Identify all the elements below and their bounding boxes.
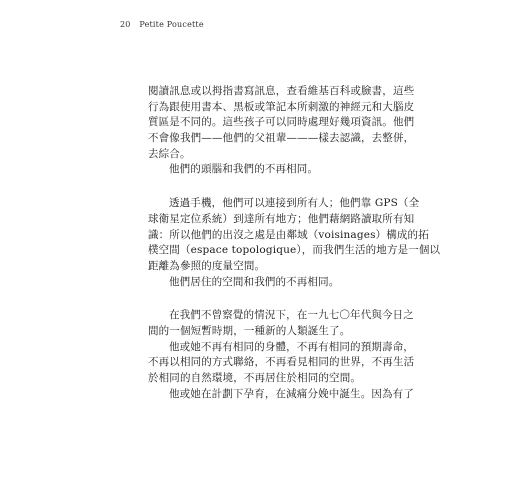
text-line: 閱讀訊息或以拇指書寫訊息，查看維基百科或臉書，這些 [148, 85, 415, 97]
text-line: 不會像我們——他們的父祖輩———樣去認識，去整併， [148, 132, 415, 145]
text-line: 透過手機，他們可以連接到所有人；他們靠 GPS（全 [169, 197, 420, 210]
text-line: 在我們不曾察覺的情況下，在一九七〇年代與今日之 [169, 309, 414, 322]
text-line: 識：所以他們的出沒之處是由鄰域（voisinages）構成的拓 [148, 228, 429, 241]
paragraph-break [148, 290, 383, 308]
text-line: 球衛星定位系統）到達所有地方；他們藉網路讀取所有知 [148, 212, 415, 225]
body-text [148, 84, 441, 402]
text-line: 他或她不再有相同的身體，不再有相同的預期壽命， [169, 340, 414, 353]
text-line: 不再以相同的方式聯絡，不再看見相同的世界，不再生活 [148, 356, 415, 369]
book-title: Petite Poucette [139, 20, 204, 29]
text-line: 間的一個短暫時期，一種新的人類誕生了。 [148, 324, 351, 337]
paragraph-break [148, 178, 383, 196]
text-line: 他們居住的空間和我們的不再相同。 [169, 275, 340, 288]
page-number: 20 [120, 20, 131, 29]
text-line: 他們的頭腦和我們的不再相同。 [169, 163, 319, 176]
text-line: 距離為參照的度量空間。 [148, 259, 266, 272]
text-line: 他或她在計劃下孕育，在減痛分娩中誕生。因為有了 [169, 387, 414, 400]
running-head [120, 20, 204, 29]
text-line: 行為跟使用書本、黑板或筆記本所刺激的神經元和大腦皮 [148, 100, 415, 113]
text-line: 去綜合。 [148, 147, 191, 160]
text-line: 於相同的自然環境，不再居住於相同的空間。 [148, 372, 361, 384]
text-line: 樸空間（espace topologique），而我們生活的地方是一個以 [148, 244, 441, 257]
text-line: 質區是不同的。這些孩子可以同時處理好幾項資訊。他們 [148, 116, 415, 129]
